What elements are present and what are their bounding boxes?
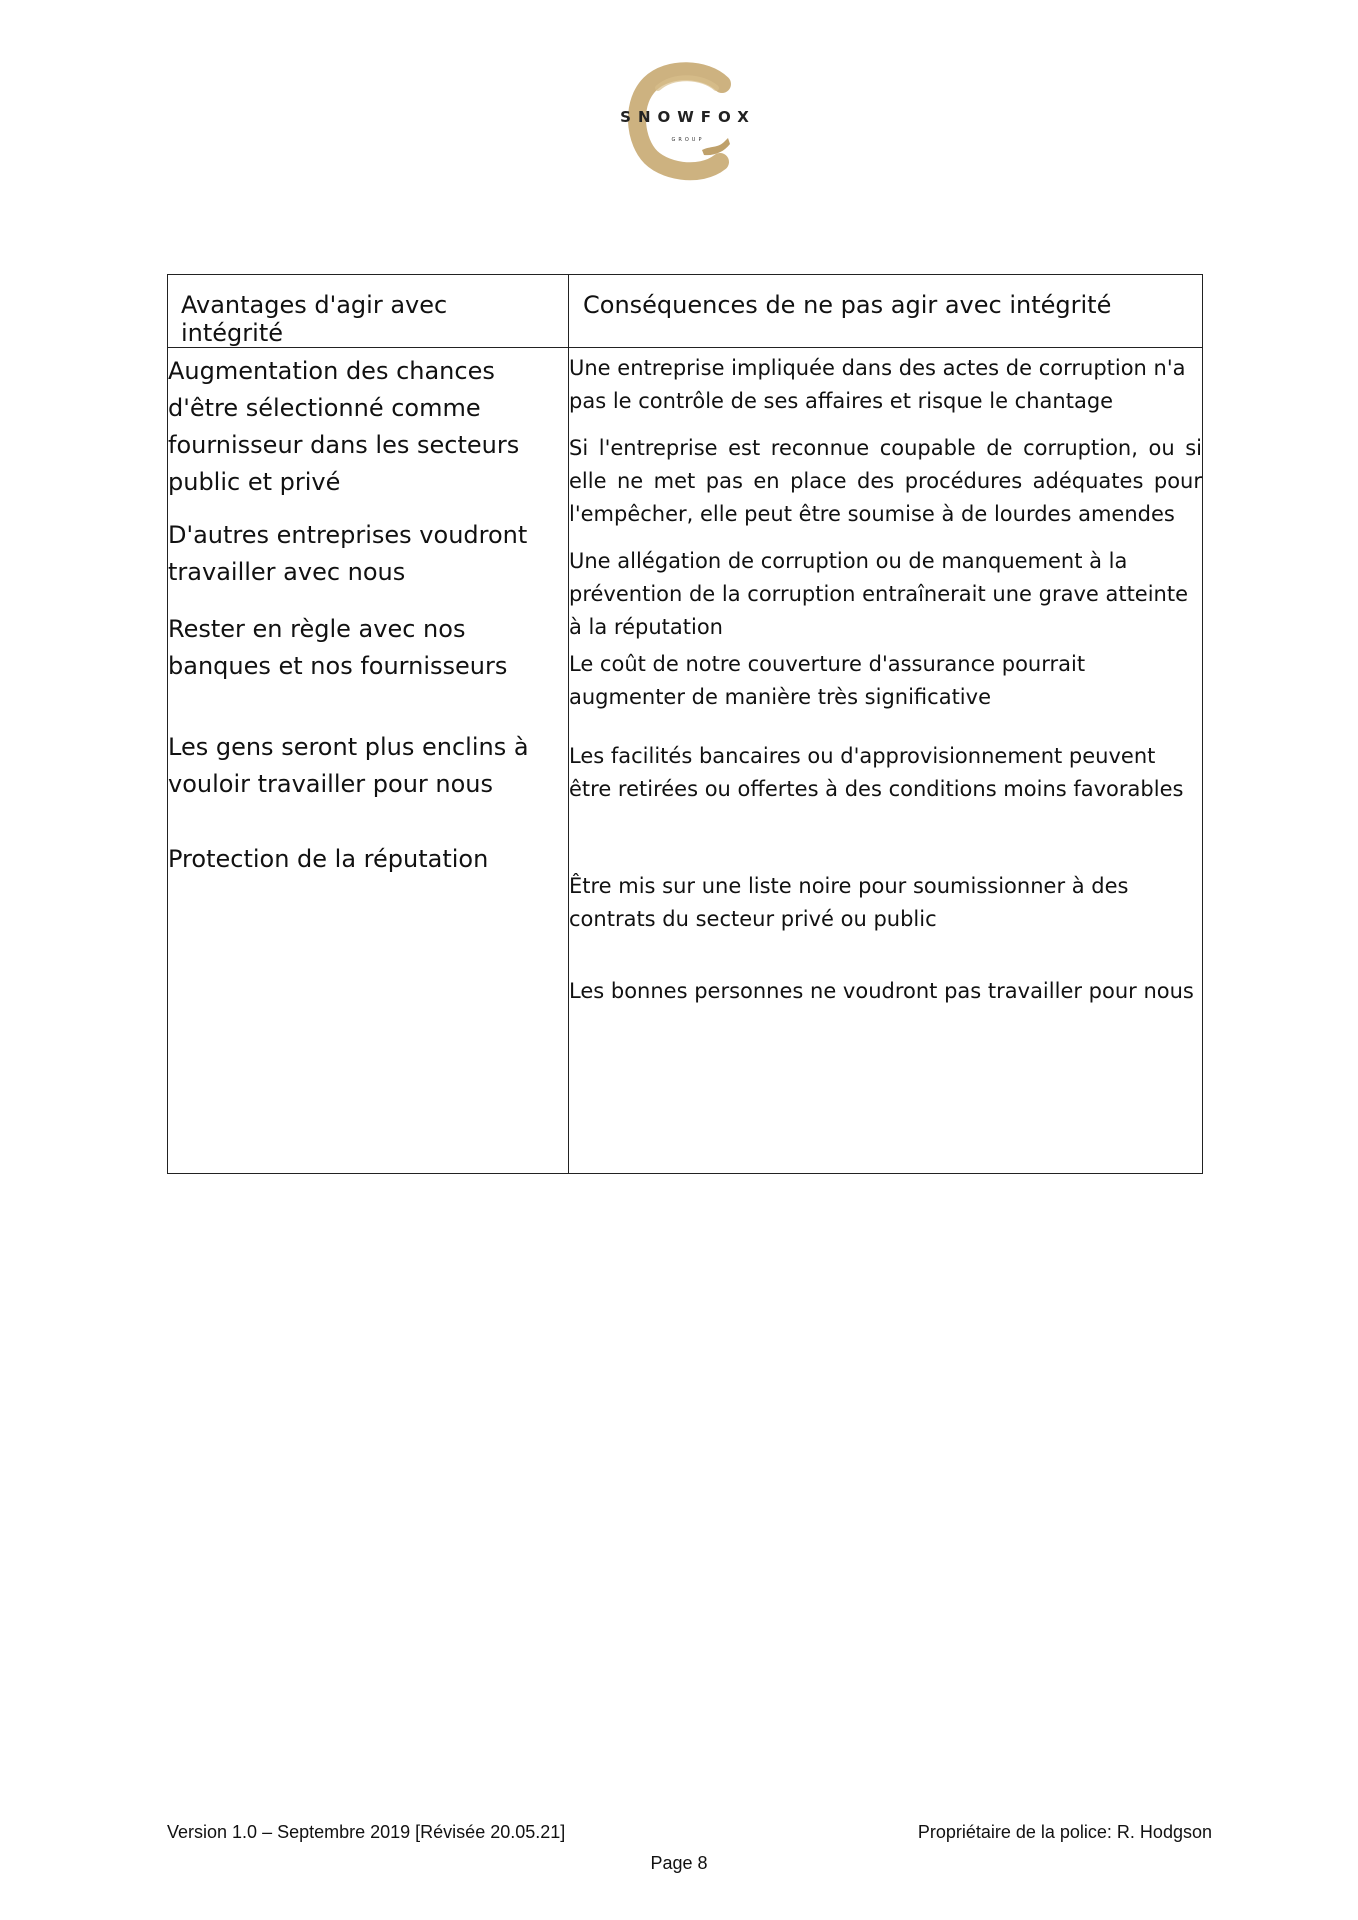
header-consequences: Conséquences de ne pas agir avec intégrité: [583, 291, 1112, 319]
footer-owner: Propriétaire de la police: R. Hodgson: [917, 1822, 1212, 1842]
consequence-item: Le coût de notre couverture d'assurance pourrait augmenter de manière très significative: [569, 652, 1086, 709]
advantage-item: Protection de la réputation: [168, 845, 489, 873]
advantage-item: D'autres entreprises voudront travailler avec nous: [168, 521, 528, 586]
footer-page-number: Page 8: [650, 1853, 708, 1873]
consequence-item: Une allégation de corruption ou de manquement à la prévention de la corruption entraînerait une grave atteinte à la réputation: [569, 549, 1189, 639]
logo-wordmark: SNOWFOX: [620, 108, 756, 126]
advantage-item: Augmentation des chances d'être sélectionné comme fournisseur dans les secteurs public et privé: [168, 357, 520, 496]
footer-version: Version 1.0 – Septembre 2019 [Révisée 20.05.21]: [167, 1822, 566, 1842]
consequence-item: Une entreprise impliquée dans des actes de corruption n'a pas le contrôle de ses affaires et risque le chantage: [569, 356, 1186, 413]
consequence-item: Si l'entreprise est reconnue coupable de corruption, ou si elle ne met pas en place des procédures adéquates pour l'empêcher, elle peut être soumise à de lourdes amendes: [569, 436, 1202, 526]
company-logo: [618, 62, 758, 182]
advantages-cell: [168, 348, 569, 1174]
header-cell-advantages: [168, 275, 569, 348]
advantage-item: Les gens seront plus enclins à vouloir travailler pour nous: [168, 733, 529, 798]
table-header-row: [168, 275, 1203, 348]
consequence-item: Être mis sur une liste noire pour soumissionner à des contrats du secteur privé ou public: [569, 874, 1129, 931]
logo-subtitle: GROUP: [671, 137, 705, 143]
advantage-item: Rester en règle avec nos banques et nos fournisseurs: [168, 615, 508, 680]
integrity-table: [167, 274, 1203, 1174]
header-cell-consequences: [569, 275, 1203, 348]
header-advantages: Avantages d'agir avec intégrité: [181, 291, 448, 347]
consequences-cell: [569, 348, 1203, 1174]
consequence-item: Les facilités bancaires ou d'approvisionnement peuvent être retirées ou offertes à des conditions moins favorables: [569, 744, 1184, 801]
consequence-item: Les bonnes personnes ne voudront pas travailler pour nous: [569, 979, 1194, 1003]
table-body-row: [168, 348, 1203, 1174]
